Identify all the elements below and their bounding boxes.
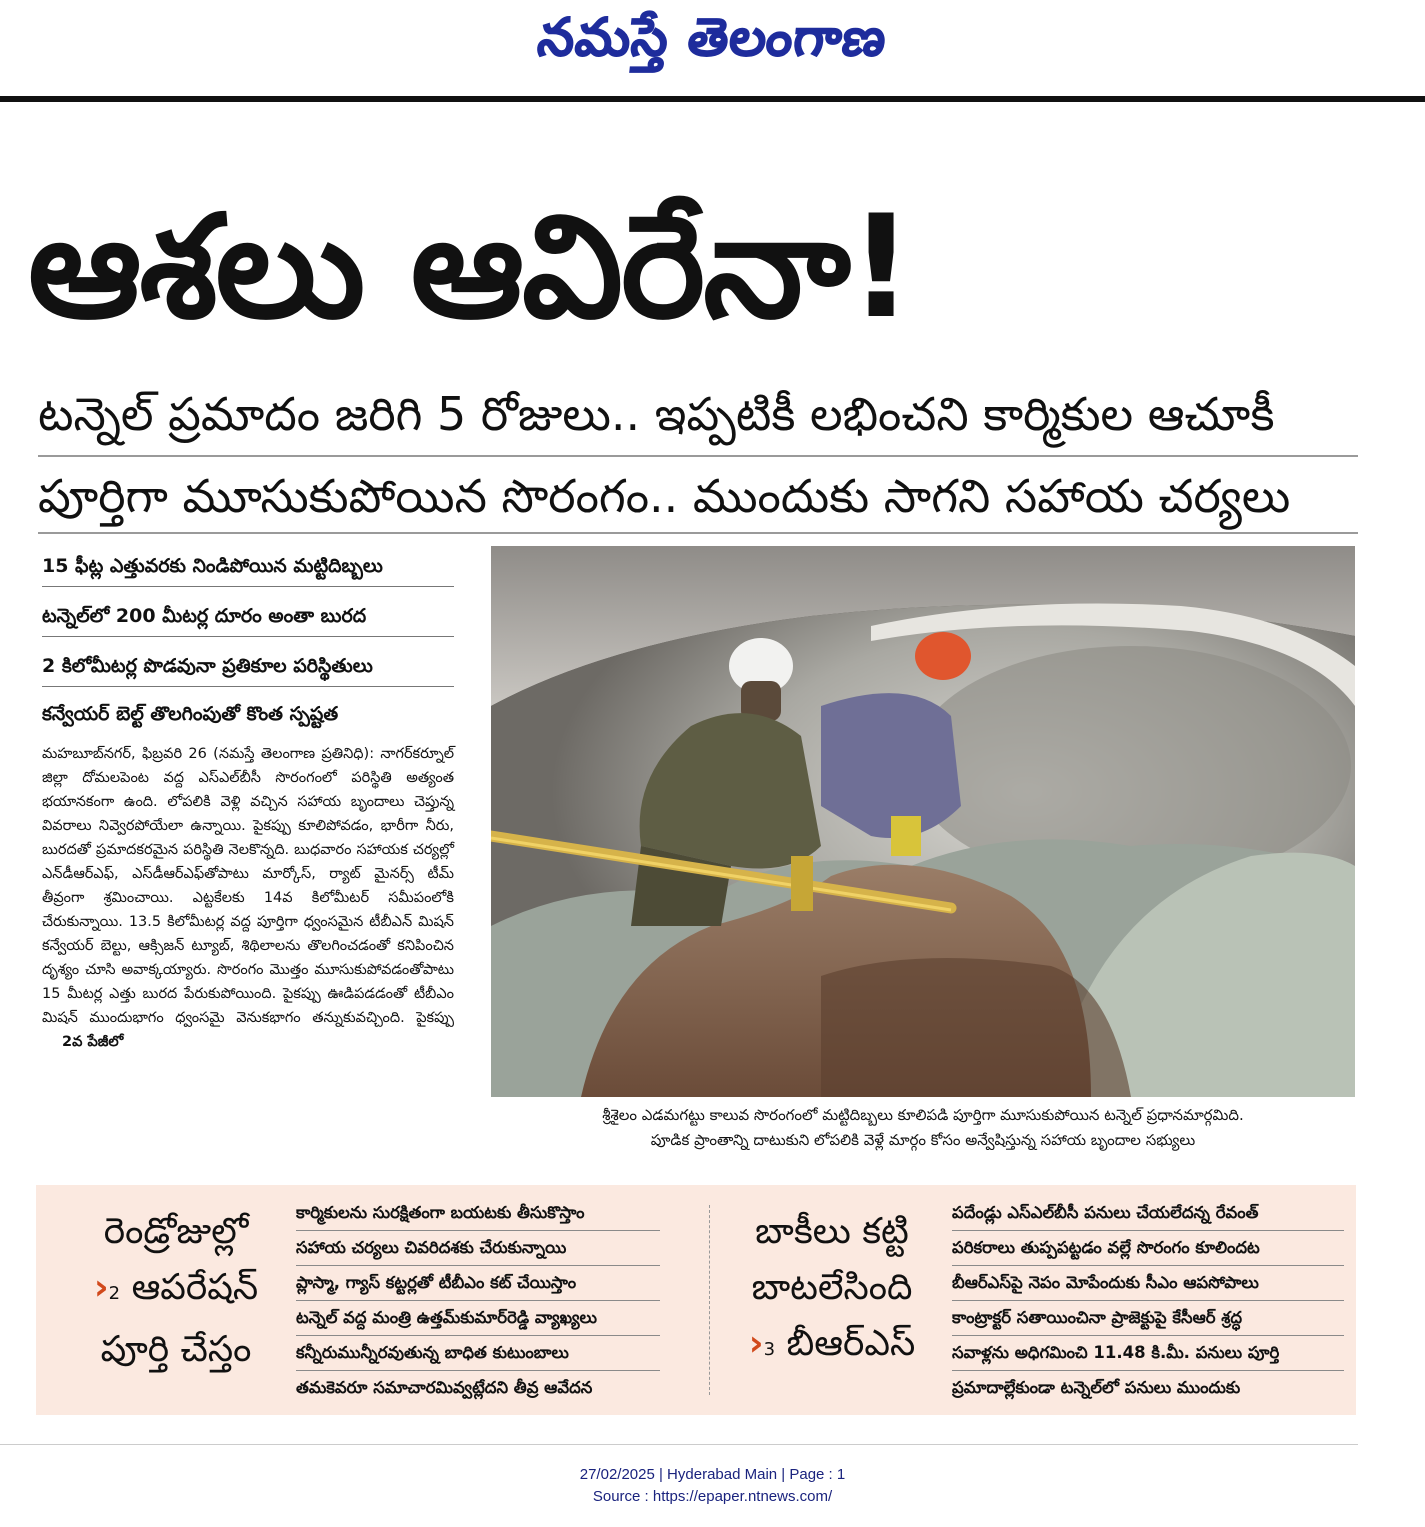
teaser-item: బీఆర్‌ఎస్‌పై నెపం మోపేందుకు సీఎం ఆపసోపాలు [952,1273,1259,1292]
page-reference: 3 [763,1339,776,1360]
subheadline-2: పూర్తిగా మూసుకుపోయిన సొరంగం.. ముందుకు సాగని సహాయ చర్యలు [38,469,1291,523]
teaser-item: పరికరాలు తుప్పపట్టడం వల్లే సొరంగం కూలిందట [952,1238,1260,1257]
story-headline-line: బాటలేసింది [751,1267,913,1308]
masthead [0,0,1425,80]
epaper-footer [0,1464,1425,1508]
highlight-bullet: టన్నెల్‌లో 200 మీటర్ల దూరం అంతా బురద [42,605,367,627]
highlight-bullet: కన్వేయర్ బెల్ట్ తొలగింపుతో కొంత స్పష్టత [42,703,339,725]
source-link[interactable]: Source : https://epaper.ntnews.com/ [592,1488,833,1505]
subhead-divider [38,532,1358,534]
article-text: మహబూబ్‌నగర్, ఫిబ్రవరి 26 (నమస్తే తెలంగాణ ప్రతినిధి): నాగర్‌కర్నూల్ జిల్లా దోమలపెంట వద్ద ఎస్‌ఎల్‌బీసీ సొరంగంలో పరిస్థితి అత్యంత భయానకంగా ఉంది. లోపలికి వెళ్లి వచ్చిన సహాయ బృందాలు చెప్తున్న వివరాలు నివ్వెరపోయేలా ఉన్నాయి. పైకప్పు కూలిపోవడం, భారీగా నీరు, బురదతో ప్రమాదకరమైన పరిస్థితి నెలకొన్నది. బుధవారం సహాయక చర్యల్లో ఎన్‌డీఆర్‌ఎఫ్, ఎస్‌డీఆర్‌ఎఫ్‌తోపాటు మార్కోస్, ర్యాట్ మైనర్స్ టీమ్ తీవ్రంగా శ్రమించాయి. ఎట్టకేలకు 14వ కిలోమీటర్ సమీపంలోకి చేరుకున్నాయి. 13.5 కిలోమీటర్ల వద్ద పూర్తిగా ధ్వంసమైన టీబీఎన్ మిషన్ కన్వేయర్ బెల్టు, ఆక్సిజన్ ట్యూబ్, శిథిలాలను తొలగించడంతో కనిపించిన దృశ్యం చూసి అవాక్కయ్యారు. సొరంగం మొత్తం మూసుకుపోవడంతోపాటు 15 మీటర్ల ఎత్తు బురద పేరుకుపోయింది. పైకప్పు ఊడిపడడంతో టీబీఎం మిషన్ ముందుభాగం ధ్వంసమై వెనుకభాగం తన్నుకువచ్చింది. పైకప్పు [42,746,454,1026]
story-headline-text: ఆపరేషన్ [131,1267,259,1308]
masthead-rule [0,96,1425,102]
edition-info: 27/02/2025 | Hyderabad Main | Page : 1 [579,1466,846,1483]
article-body [42,742,454,1054]
bullet-divider [42,586,454,587]
bullet-divider [42,636,454,637]
teaser-item: ప్లాస్మా, గ్యాస్ కట్టర్లతో టీబీఎం కట్ చేయిస్తాం [296,1273,577,1292]
teaser-item: టన్నెల్ వద్ద మంత్రి ఉత్తమ్‌కుమార్‌రెడ్డి వ్యాఖ్యలు [296,1308,597,1327]
newspaper-logo: నమస్తే తెలంగాణ [535,8,890,68]
story-headline-line: పూర్తి చేస్తం [100,1329,252,1370]
continued-on-page-link[interactable]: 2వ పేజీలో [62,1034,124,1050]
footer-rule [0,1444,1358,1445]
page-arrow-icon: › [748,1323,764,1364]
bullet-divider [42,686,454,687]
page-arrow-icon: › [93,1267,109,1308]
teaser-item: సవాళ్లను అధిగమించి 11.48 కి.మీ. పనులు పూర్తి [952,1343,1280,1362]
teaser-item: ప్రమాదాల్లేకుండా టన్నెల్‌లో పనులు ముందుకు [952,1378,1241,1397]
panel-divider [709,1205,710,1395]
teaser-list-right [952,1196,1344,1405]
teaser-item: సహాయ చర్యలు చివరిదశకు చేరుకున్నాయి [296,1238,567,1257]
teaser-item: కాంట్రాక్టర్ సతాయించినా ప్రాజెక్టుపై కేసీఆర్ శ్రద్ధ [952,1308,1242,1327]
story-headline-text: బీఆర్‌ఎస్ [786,1323,916,1364]
highlight-bullet: 2 కిలోమీటర్ల పొడవునా ప్రతికూల పరిస్థితులు [42,655,373,677]
page-headline: ఆశలు ఆవిరేనా! [28,185,912,350]
story-headline-line [66,1260,286,1322]
story-headline-line [722,1316,942,1378]
story-headline-left[interactable] [66,1204,286,1378]
teaser-item: కన్నీరుమున్నీరవుతున్న బాధిత కుటుంబాలు [296,1343,569,1362]
tunnel-rescue-photo [491,546,1355,1097]
subhead-divider [38,455,1358,457]
teaser-item: పదేండ్లు ఎస్‌ఎల్‌బీసీ పనులు చేయలేదన్న రేవంత్ [952,1203,1259,1222]
photo-illustration [491,546,1355,1097]
teaser-list-left [296,1196,660,1405]
photo-caption [491,1103,1355,1153]
caption-line: శ్రీశైలం ఎడమగట్టు కాలువ సొరంగంలో మట్టిదిబ్బలు కూలిపడి పూర్తిగా మూసుకుపోయిన టన్నెల్ ప్రధానమార్గమిది. [602,1106,1244,1124]
teaser-item: కార్మికులను సురక్షితంగా బయటకు తీసుకొస్తాం [296,1203,585,1222]
subheadline-1: టన్నెల్ ప్రమాదం జరిగి 5 రోజులు.. ఇప్పటికీ లభించని కార్మికుల ఆచూకీ [38,387,1275,441]
caption-line: పూడిక ప్రాంతాన్ని దాటుకుని లోపలికి వెళ్లే మార్గం కోసం అన్వేషిస్తున్న సహాయ బృందాల సభ్యులు [650,1131,1196,1149]
story-headline-line: బాకీలు కట్టి [755,1211,909,1252]
story-headline-line: రెండ్రోజుల్లో [103,1211,249,1252]
teaser-item: తమకెవరూ సమాచారమివ్వట్లేదని తీవ్ర ఆవేదన [296,1378,593,1397]
page-reference: 2 [108,1283,121,1304]
highlight-bullet: 15 ఫీట్ల ఎత్తువరకు నిండిపోయిన మట్టిదిబ్బలు [42,555,383,577]
story-headline-right[interactable] [722,1204,942,1378]
